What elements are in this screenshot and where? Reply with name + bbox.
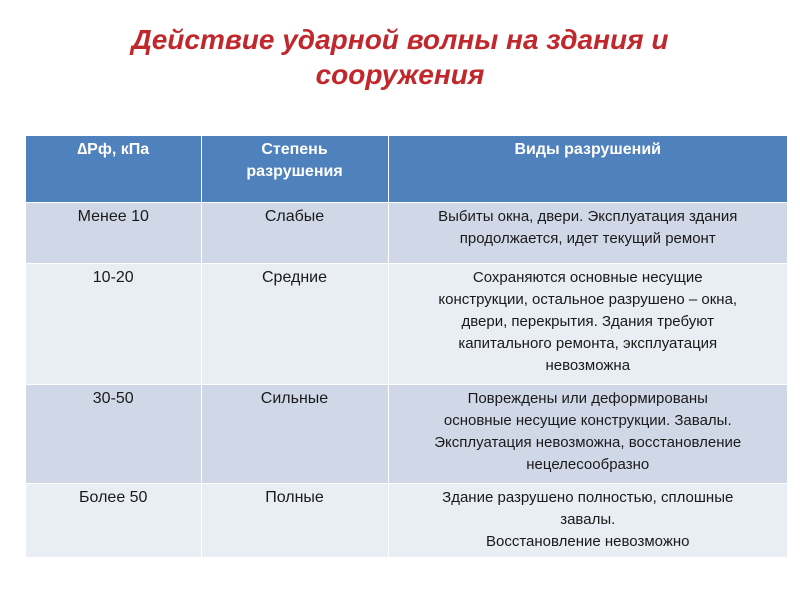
description-line: Восстановление невозможно: [485, 533, 690, 550]
description-line: двери, перекрытия. Здания требуют: [461, 313, 715, 330]
description-line: нецелесообразно: [526, 456, 650, 473]
description-line: Сохраняются основные несущие: [472, 269, 703, 286]
cell-degree: Полные: [201, 484, 388, 558]
cell-pressure: 10-20: [26, 264, 201, 385]
description-line: Здание разрушено полностью, сплошные: [442, 489, 734, 506]
table-row: [26, 484, 787, 558]
header-degree: [201, 136, 388, 203]
table-header-row: [26, 136, 787, 203]
header-pressure: ∆Рф, кПа: [26, 136, 201, 203]
header-degree-line-2: разрушения: [246, 163, 343, 180]
description-line: капитального ремонта, эксплуатация: [458, 335, 718, 352]
destruction-table: [26, 136, 787, 557]
slide-title: [60, 22, 740, 92]
header-damage-types: Виды разрушений: [388, 136, 787, 203]
cell-description: [388, 385, 787, 484]
description-line: основные несущие конструкции. Завалы.: [443, 412, 732, 429]
description-line: Повреждены или деформированы: [467, 390, 708, 407]
cell-pressure: Менее 10: [26, 203, 201, 264]
cell-pressure: Более 50: [26, 484, 201, 558]
cell-description: [388, 264, 787, 385]
cell-description: [388, 203, 787, 264]
table-row: [26, 264, 787, 385]
cell-degree: Слабые: [201, 203, 388, 264]
description-line: конструкции, остальное разрушено – окна,: [438, 291, 738, 308]
cell-description: [388, 484, 787, 558]
description-line: завалы.: [560, 511, 616, 528]
description-line: Эксплуатация невозможна, восстановление: [434, 434, 742, 451]
cell-pressure: 30-50: [26, 385, 201, 484]
cell-degree: Сильные: [201, 385, 388, 484]
title-line-1: Действие ударной волны на здания и: [131, 24, 669, 55]
title-line-2: сооружения: [315, 59, 485, 90]
header-degree-line-1: Степень: [261, 141, 328, 158]
cell-degree: Средние: [201, 264, 388, 385]
description-line: продолжается, идет текущий ремонт: [459, 230, 716, 247]
table-row: [26, 385, 787, 484]
description-line: Выбиты окна, двери. Эксплуатация здания: [438, 208, 738, 225]
description-line: невозможна: [545, 357, 631, 374]
table-row: [26, 203, 787, 264]
